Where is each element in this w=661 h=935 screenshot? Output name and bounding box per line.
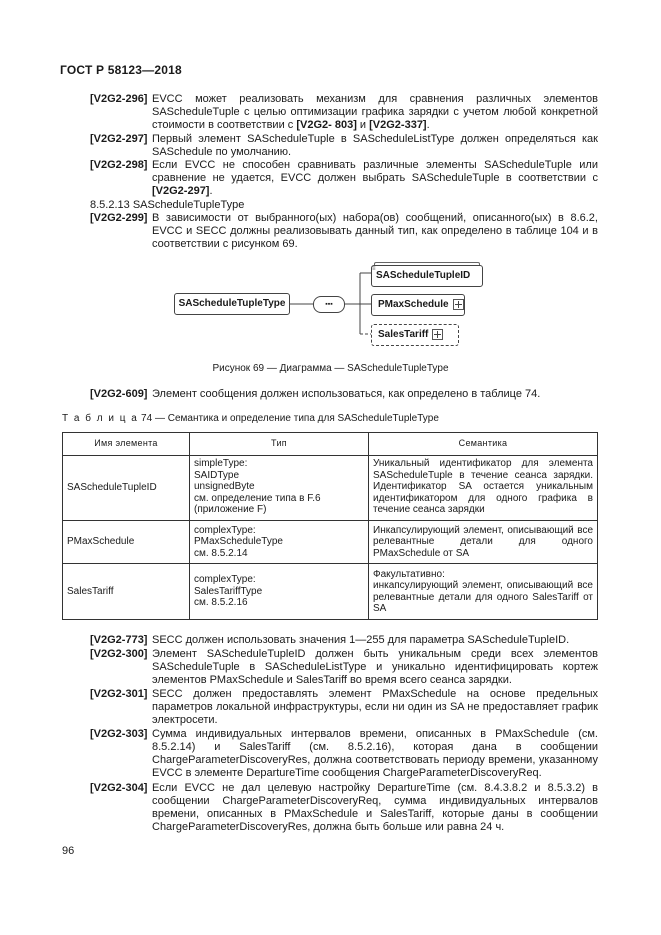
requirement-773 bbox=[90, 634, 598, 648]
requirement-id: [V2G2-303] bbox=[90, 728, 148, 740]
cell-name: PMaxSchedule bbox=[63, 521, 190, 564]
section-title: 8.5.2.13 SAScheduleTupleType bbox=[90, 199, 245, 211]
requirement-text: EVCC может реализовать механизм для сравнения различных элементов SAScheduleTuple с целью оптимизации графика зарядки с учетом любой конкретной стоимости в соответствии с [V2G2- 803] и [V2G2-337]. bbox=[152, 93, 598, 131]
cell-type: simpleType: SAIDType unsignedByte см. определение типа в F.6 (приложение F) bbox=[190, 456, 369, 521]
cell-type: complexType: PMaxScheduleType см. 8.5.2.14 bbox=[190, 521, 369, 564]
requirement-304 bbox=[90, 782, 598, 836]
requirement-id: [V2G2-609] bbox=[90, 388, 148, 400]
diagram-root-type: SAScheduleTupleType bbox=[174, 293, 290, 315]
semantics-table bbox=[62, 432, 598, 620]
requirement-id: [V2G2-301] bbox=[90, 688, 148, 700]
diagram-element-sascheduletupleid bbox=[371, 265, 483, 287]
page-number: 96 bbox=[62, 845, 75, 857]
requirement-text: В зависимости от выбранного(ых) набора(ов) сообщений, описанного(ых) в 8.6.2, EVCC и SECC должны реализовывать данный тип, как определено в таблице 104 и в соответствии с рисунком 69. bbox=[152, 212, 598, 250]
requirement-id: [V2G2-299] bbox=[90, 212, 148, 224]
figure-caption: Рисунок 69 — Диаграмма — SAScheduleTupleType bbox=[212, 363, 449, 374]
attribute-marker-icon: ≡ bbox=[372, 266, 376, 272]
requirement-id: [V2G2-298] bbox=[90, 159, 148, 171]
table-header-row bbox=[63, 433, 598, 456]
table-row bbox=[63, 521, 598, 564]
document-code: ГОСТ Р 58123—2018 bbox=[60, 63, 182, 77]
requirement-text: Элемент SAScheduleTupleID должен быть уникальным среди всех элементов SAScheduleTuple в SAScheduleListType и уникально идентифицировать кортеж элементов PMaxSchedule и SalesTariff во время всего сеанса зарядки. bbox=[152, 648, 598, 686]
requirement-id: [V2G2-297] bbox=[90, 133, 148, 145]
requirement-text: SECC должен использовать значения 1—255 для параметра SAScheduleTupleID. bbox=[152, 634, 570, 646]
requirement-301 bbox=[90, 688, 598, 728]
cell-semantics: Факультативно: инкапсулирующий элемент, описывающий все релевантные детали для одного SalesTariff от SA bbox=[369, 564, 598, 620]
requirement-300 bbox=[90, 648, 598, 688]
cell-name: SAScheduleTupleID bbox=[63, 456, 190, 521]
requirement-id: [V2G2-300] bbox=[90, 648, 148, 660]
column-header: Имя элемента bbox=[63, 433, 190, 456]
requirement-id: [V2G2-304] bbox=[90, 782, 148, 794]
sequence-compositor-icon: ▪▪▪ bbox=[313, 296, 345, 313]
diagram-element-pmaxschedule bbox=[371, 294, 465, 316]
column-header: Семантика bbox=[369, 433, 598, 456]
requirement-text: Если EVCC не дал целевую настройку DepartureTime (см. 8.4.3.8.2 и 8.5.3.2) в сообщении ChargeParameterDiscoveryReq, сумма индивидуальных интервалов времени, описанных в PMaxSchedule и SalesTariff, которые даны в сообщении ChargeParameterDiscoveryRes, должна быть больше или равна 24 ч. bbox=[152, 782, 598, 833]
diagram-connectors bbox=[0, 0, 661, 400]
element-label: PMaxSchedule bbox=[378, 299, 449, 310]
diagram-element-salestariff bbox=[371, 324, 459, 346]
expand-plus-icon bbox=[432, 329, 443, 340]
cell-type: complexType: SalesTariffType см. 8.5.2.16 bbox=[190, 564, 369, 620]
requirement-text: Если EVCC не способен сравнивать различные элементы SAScheduleTuple или сравнение не удается, EVCC должен выбрать SAScheduleTuple в соответствии с [V2G2-297]. bbox=[152, 159, 598, 197]
requirement-text: Сумма индивидуальных интервалов времени, описанных в PMaxSchedule (см. 8.5.2.14) и SalesTariff (см. 8.5.2.16), которая дана в сообщении ChargeParameterDiscoveryRes, должна соответствовать периоду времени, указанному EVCC в элементе DepartureTime сообщения ChargeParameterDiscoveryReq. bbox=[152, 728, 598, 779]
requirement-text: SECC должен предоставлять элемент PMaxSchedule на основе предельных параметров локальной инфраструктуры, если ни один из SA не предоставляет график электросети. bbox=[152, 688, 598, 726]
table-caption: Т а б л и ц а 74 — Семантика и определение типа для SAScheduleTupleType bbox=[62, 413, 439, 424]
cell-name: SalesTariff bbox=[63, 564, 190, 620]
requirement-id: [V2G2-296] bbox=[90, 93, 148, 105]
cell-semantics: Инкапсулирующий элемент, описывающий все релевантные детали для одного PMaxSchedule от SA bbox=[369, 521, 598, 564]
table-row bbox=[63, 456, 598, 521]
element-label: SAScheduleTupleID bbox=[376, 270, 471, 281]
column-header: Тип bbox=[190, 433, 369, 456]
requirement-id: [V2G2-773] bbox=[90, 634, 148, 646]
requirement-text: Элемент сообщения должен использоваться, как определено в таблице 74. bbox=[152, 388, 541, 400]
cell-semantics: Уникальный идентификатор для элемента SAScheduleTuple в течение сеанса зарядки. Идентификатор SA остается уникальным идентификатором для одного графика в течение сеанса зарядки bbox=[369, 456, 598, 521]
requirement-303 bbox=[90, 728, 598, 782]
expand-plus-icon bbox=[453, 299, 464, 310]
requirement-609 bbox=[90, 388, 598, 402]
table-row bbox=[63, 564, 598, 620]
element-label: SalesTariff bbox=[378, 329, 429, 340]
requirement-text: Первый элемент SAScheduleTuple в SAScheduleListType должен определяться как SASchedule по умолчанию. bbox=[152, 133, 598, 158]
